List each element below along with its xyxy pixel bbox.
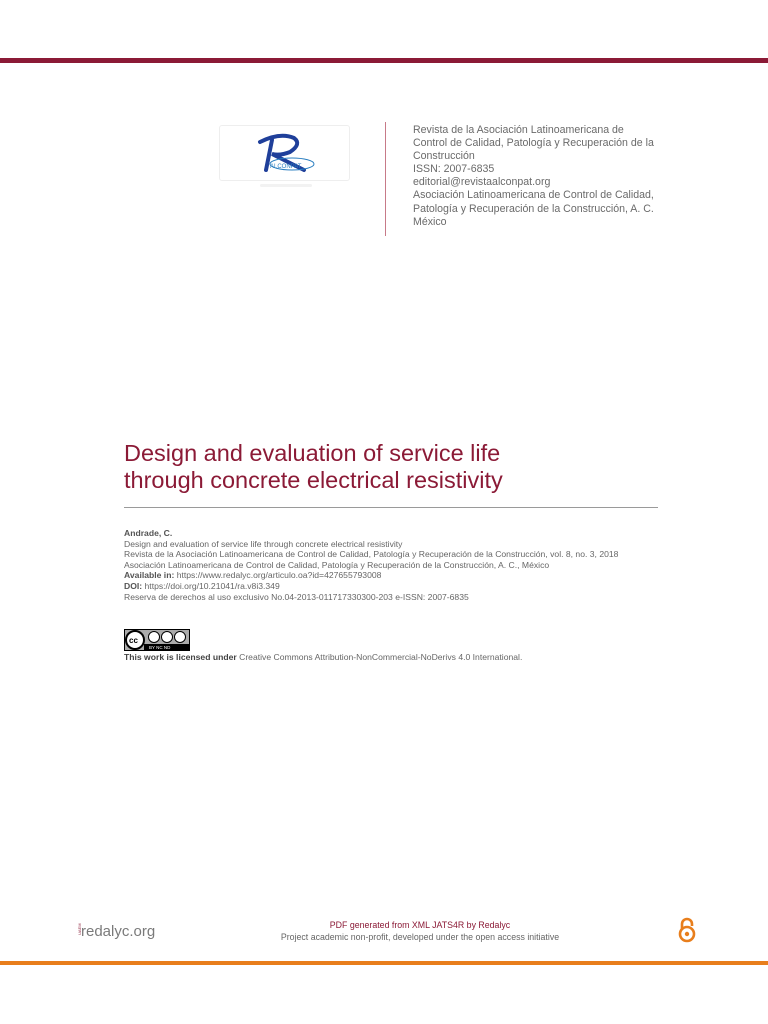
footer-generated: PDF generated from XML JATS4R by Redalyc bbox=[329, 920, 511, 930]
logo-caption bbox=[260, 184, 312, 187]
journal-info bbox=[413, 124, 693, 229]
article-title-line: through concrete electrical resistivity bbox=[124, 467, 503, 493]
available-label: Available in: bbox=[124, 570, 175, 581]
redalyc-logo[interactable] bbox=[74, 918, 166, 942]
footer-text bbox=[230, 919, 610, 943]
header-divider bbox=[385, 122, 386, 236]
top-accent-bar bbox=[0, 58, 768, 63]
article-metadata bbox=[124, 528, 654, 602]
meta-article-title: Design and evaluation of service life through concrete electrical resistivity bbox=[124, 538, 403, 549]
publisher: Asociación Latinoamericana de Control de Calidad, Patología y Recuperación de la Construcción, A. C., México bbox=[124, 559, 550, 570]
journal-name-line: Control de Calidad, Patología y Recuperación de la bbox=[413, 137, 654, 150]
open-access-icon bbox=[677, 917, 697, 943]
svg-text:UAEM: UAEM bbox=[77, 923, 82, 935]
journal-logo bbox=[219, 125, 350, 181]
svg-text:ALCONPAT: ALCONPAT bbox=[270, 164, 302, 170]
cc-license-badge[interactable] bbox=[124, 629, 190, 651]
article-title bbox=[124, 440, 664, 494]
journal-issn: ISSN: 2007-6835 bbox=[413, 163, 495, 176]
bottom-accent-bar bbox=[0, 961, 768, 965]
svg-text:cc: cc bbox=[129, 636, 138, 645]
license-link[interactable]: Creative Commons Attribution-NonCommercial-NoDerivs 4.0 International. bbox=[239, 652, 523, 662]
title-divider bbox=[124, 507, 658, 508]
license-label: This work is licensed under bbox=[124, 652, 237, 662]
journal-name-line: Revista de la Asociación Latinoamericana de bbox=[413, 124, 624, 136]
doi-label: DOI: bbox=[124, 580, 143, 591]
reserva-derechos: Reserva de derechos al uso exclusivo No.04-2013-011717330300-203 e-ISSN: 2007-6835 bbox=[124, 591, 469, 602]
journal-name-line: Construcción bbox=[413, 150, 475, 163]
doi-link[interactable]: https://doi.org/10.21041/ra.v8i3.349 bbox=[144, 580, 280, 591]
citation: Revista de la Asociación Latinoamericana de Control de Calidad, Patología y Recuperación de la Construcción, vol. 8, no. 3, 2018 bbox=[124, 549, 619, 560]
available-link[interactable]: https://www.redalyc.org/articulo.oa?id=427655793008 bbox=[176, 570, 382, 581]
journal-publisher-line: Asociación Latinoamericana de Control de Calidad, bbox=[413, 189, 654, 202]
journal-email[interactable]: editorial@revistaalconpat.org bbox=[413, 176, 551, 189]
journal-country: México bbox=[413, 215, 447, 228]
journal-publisher-line: Patología y Recuperación de la Construcción, A. C. bbox=[413, 202, 654, 215]
article-title-line: Design and evaluation of service life bbox=[124, 440, 501, 466]
svg-text:BY NC ND: BY NC ND bbox=[149, 645, 171, 650]
svg-text:redalyc.org: redalyc.org bbox=[81, 923, 156, 940]
license-statement bbox=[124, 652, 684, 663]
author: Andrade, C. bbox=[124, 528, 173, 538]
footer-project: Project academic non-profit, developed under the open access initiative bbox=[280, 932, 560, 942]
